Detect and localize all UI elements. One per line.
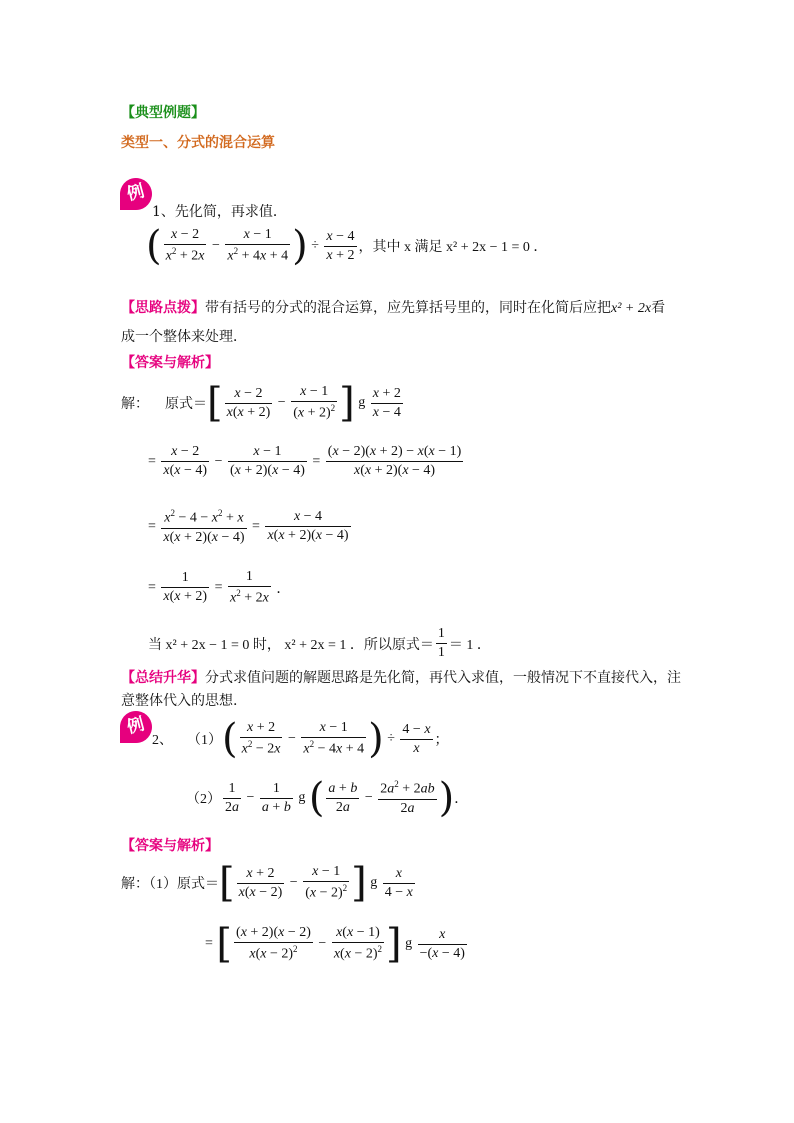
summary-heading: 【总结升华】 [121, 670, 205, 686]
hint-text-line1: 带有括号的分式的混合运算，应先算括号里的，同时在化简后应把 [205, 300, 611, 316]
solution1-line3: = $\frac{x^2 - 4 - x^2 + x}{x(x + 2)(x - 4)}$ = $\frac{x - 4}{x(x + 2)(x - 4)}$ [148, 508, 349, 545]
example2-part1-label: （1） [187, 733, 222, 748]
summary-text-line2: 意整体代入的思想. [121, 693, 238, 709]
hint-text-end: 看 [651, 300, 666, 316]
answer-heading: 【答案与解析】 [121, 355, 219, 371]
solution1-final: 当 x² + 2x − 1 = 0 时， x² + 2x = 1 ．所以原式＝ $\frac{1}{1}$ ＝ 1 ． [148, 626, 491, 660]
example2-part2-end: ． [454, 792, 469, 807]
example2-part2-label: （2） [186, 792, 221, 807]
example2-part1: 2、 （1） ( $\frac{x + 2}{x^2 - 2x}$ − $\frac{x - 1}{x^2 - 4x + 4}$ ) ÷ $\frac{4 - x}{x}$ ； [152, 716, 449, 762]
hint-paragraph [121, 297, 665, 317]
solution1-line2: = $\frac{x - 2}{x(x - 4)}$ − $\frac{x - 1}{(x + 2)(x - 4)}$ = $\frac{(x - 2)(x + 2) - x(x - 1)}{x(x + 2)(x - 4)}$ [148, 444, 462, 478]
summary-paragraph [121, 667, 681, 687]
example2-part1-end: ； [434, 733, 449, 748]
solution1-label: 解： [121, 397, 149, 412]
solution1-orig: 原式＝ [165, 397, 207, 412]
summary-text-line1: 分式求值问题的解题思路是先化简，再代入求值，一般情况下不直接代入，注 [205, 670, 681, 686]
solution1-final-end: ＝ 1 ． [448, 637, 491, 653]
solution2-line1: 解：（1）原式＝ [ $\frac{x + 2}{x(x - 2)}$ − $\frac{x - 1}{(x - 2)^2}$ ] g $\frac{x}{4 - x}$ [121, 860, 413, 906]
example1-number: 1、 [152, 204, 175, 220]
example1-prompt [152, 201, 287, 221]
hint-text-line2: 成一个整体来处理． [121, 329, 247, 345]
hint-expression: x² + 2x [611, 301, 652, 316]
example1-condition: ，其中 x 满足 x² + 2x − 1 = 0 ． [358, 240, 548, 255]
answer2-heading: 【答案与解析】 [121, 838, 219, 854]
example2-part2: （2） $\frac{1}{2a}$ − $\frac{1}{a + b}$ g ( $\frac{a + b}{2a}$ − $\frac{2a^2 + 2ab}{2a}$ ) ． [186, 775, 469, 821]
hint-heading: 【思路点拨】 [121, 300, 205, 316]
example1-expression: ( $\frac{x - 2}{x^2 + 2x}$ − $\frac{x - 1}{x^2 + 4x + 4}$ ) ÷ $\frac{x - 4}{x + 2}$ ，其中 x 满足 x² + 2x − 1 = 0 ． [146, 223, 548, 269]
solution2-label: 解：（1）原式＝ [121, 877, 219, 892]
solution1-line4: = $\frac{1}{x(x + 2)}$ = $\frac{1}{x^2 + 2x}$ ． [148, 569, 291, 606]
solution1-final-text: 当 x² + 2x − 1 = 0 时， x² + 2x = 1 ．所以原式＝ [148, 637, 434, 653]
example1-text: 先化简，再求值． [174, 204, 287, 220]
solution2-line2: = [ $\frac{(x + 2)(x - 2)}{x(x - 2)^2}$ − $\frac{x(x - 1)}{x(x - 2)^2}$ ] g $\frac{x}{-(x - 4)}$ [205, 921, 465, 967]
examples-heading: 【典型例题】 [121, 105, 205, 121]
type1-heading: 类型一、分式的混合运算 [121, 135, 275, 151]
solution1-line1: 解： 原式＝ [ $\frac{x - 2}{x(x + 2)}$ − $\frac{x - 1}{(x + 2)^2}$ ] g $\frac{x + 2}{x - 4}$ [121, 380, 401, 426]
example2-number: 2、 [152, 733, 173, 748]
